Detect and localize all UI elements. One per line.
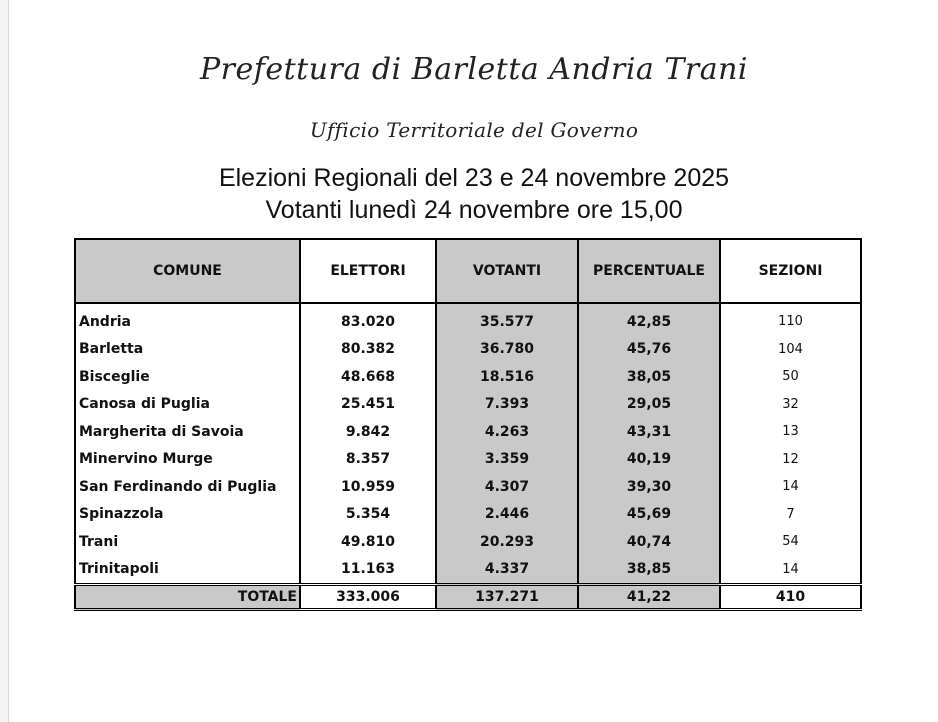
cell-sezioni: 32 (720, 391, 861, 419)
letterhead-prefecture: Prefettura di Barletta Andria Trani (199, 52, 749, 87)
cell-sezioni: 110 (720, 308, 861, 336)
cell-comune: Canosa di Puglia (75, 391, 300, 419)
cell-votanti: 4.263 (436, 418, 578, 446)
cell-percentuale: 45,76 (578, 336, 720, 364)
cell-votanti: 3.359 (436, 446, 578, 474)
document-subtitle: Votanti lunedì 24 novembre ore 15,00 (265, 196, 683, 224)
cell-percentuale: 43,31 (578, 418, 720, 446)
cell-votanti: 36.780 (436, 336, 578, 364)
document-page (8, 0, 938, 722)
cell-votanti: 4.337 (436, 556, 578, 585)
total-elettori: 333.006 (300, 585, 436, 610)
table-row (75, 308, 861, 336)
cell-percentuale: 29,05 (578, 391, 720, 419)
cell-elettori: 83.020 (300, 308, 436, 336)
cell-comune: Andria (75, 308, 300, 336)
table-row (75, 501, 861, 529)
table-row (75, 556, 861, 585)
table-row (75, 528, 861, 556)
table-row (75, 336, 861, 364)
header-comune: COMUNE (75, 239, 300, 303)
header-percentuale: PERCENTUALE (578, 239, 720, 303)
total-row (75, 585, 861, 610)
cell-percentuale: 40,19 (578, 446, 720, 474)
header-votanti: VOTANTI (436, 239, 578, 303)
total-label: TOTALE (75, 585, 300, 610)
cell-votanti: 20.293 (436, 528, 578, 556)
cell-comune: Margherita di Savoia (75, 418, 300, 446)
cell-percentuale: 40,74 (578, 528, 720, 556)
cell-votanti: 4.307 (436, 473, 578, 501)
cell-percentuale: 38,05 (578, 363, 720, 391)
cell-votanti: 18.516 (436, 363, 578, 391)
cell-percentuale: 39,30 (578, 473, 720, 501)
cell-elettori: 49.810 (300, 528, 436, 556)
cell-comune: Bisceglie (75, 363, 300, 391)
cell-votanti: 35.577 (436, 308, 578, 336)
results-table (74, 238, 862, 611)
header-sezioni: SEZIONI (720, 239, 861, 303)
cell-elettori: 80.382 (300, 336, 436, 364)
cell-comune: San Ferdinando di Puglia (75, 473, 300, 501)
cell-sezioni: 50 (720, 363, 861, 391)
cell-sezioni: 7 (720, 501, 861, 529)
cell-sezioni: 14 (720, 473, 861, 501)
cell-comune: Spinazzola (75, 501, 300, 529)
cell-elettori: 48.668 (300, 363, 436, 391)
cell-comune: Minervino Murge (75, 446, 300, 474)
cell-percentuale: 45,69 (578, 501, 720, 529)
cell-elettori: 9.842 (300, 418, 436, 446)
total-sezioni: 410 (720, 585, 861, 610)
header-elettori: ELETTORI (300, 239, 436, 303)
cell-elettori: 8.357 (300, 446, 436, 474)
cell-percentuale: 42,85 (578, 308, 720, 336)
cell-sezioni: 13 (720, 418, 861, 446)
cell-votanti: 2.446 (436, 501, 578, 529)
cell-comune: Trani (75, 528, 300, 556)
table-row (75, 363, 861, 391)
table-row (75, 446, 861, 474)
cell-comune: Trinitapoli (75, 556, 300, 585)
total-percentuale: 41,22 (578, 585, 720, 610)
cell-sezioni: 104 (720, 336, 861, 364)
cell-percentuale: 38,85 (578, 556, 720, 585)
table-row (75, 473, 861, 501)
cell-sezioni: 12 (720, 446, 861, 474)
cell-elettori: 11.163 (300, 556, 436, 585)
cell-sezioni: 14 (720, 556, 861, 585)
total-votanti: 137.271 (436, 585, 578, 610)
letterhead-office: Ufficio Territoriale del Governo (309, 118, 639, 142)
table-row (75, 391, 861, 419)
table-row (75, 418, 861, 446)
cell-elettori: 25.451 (300, 391, 436, 419)
cell-votanti: 7.393 (436, 391, 578, 419)
cell-sezioni: 54 (720, 528, 861, 556)
document-title: Elezioni Regionali del 23 e 24 novembre 2025 (218, 164, 730, 192)
cell-comune: Barletta (75, 336, 300, 364)
table-header-row (75, 239, 861, 303)
cell-elettori: 10.959 (300, 473, 436, 501)
cell-elettori: 5.354 (300, 501, 436, 529)
